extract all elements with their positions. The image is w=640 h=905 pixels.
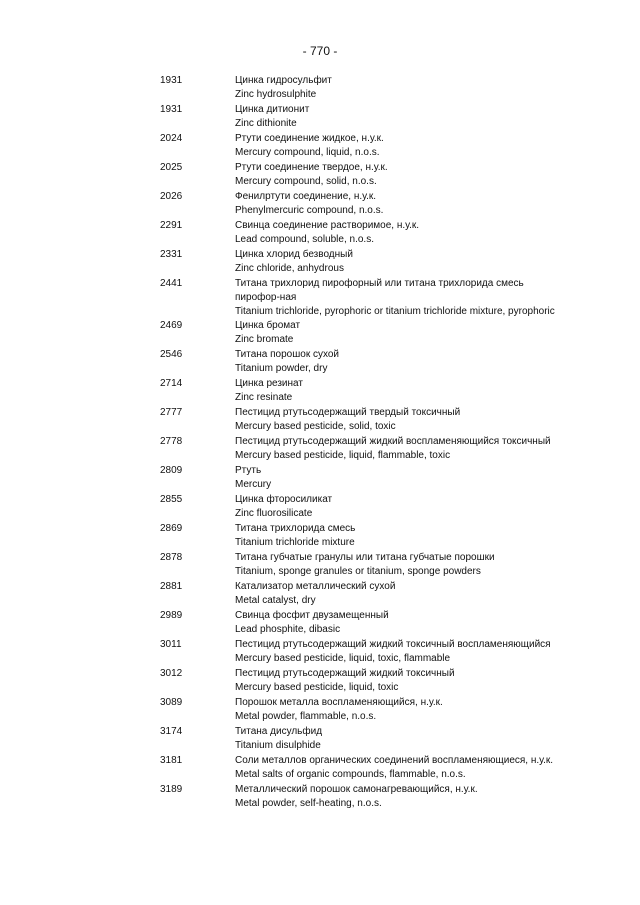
entry bbox=[0, 74, 640, 103]
un-number: 2777 bbox=[160, 407, 183, 418]
russian-name: Пестицид ртутьсодержащий жидкий воспламеняющийся токсичный bbox=[235, 436, 551, 447]
entry bbox=[0, 725, 640, 754]
un-number: 3089 bbox=[160, 697, 183, 708]
entry bbox=[0, 377, 640, 406]
russian-name: Титана губчатые гранулы или титана губчатые порошки bbox=[235, 552, 495, 563]
entry bbox=[0, 493, 640, 522]
english-name: Metal salts of organic compounds, flammable, n.o.s. bbox=[235, 769, 466, 780]
un-number: 2469 bbox=[160, 320, 183, 331]
entry-names bbox=[235, 464, 565, 492]
russian-name: Цинка гидросульфит bbox=[235, 75, 332, 86]
entry-names bbox=[235, 190, 565, 218]
russian-name: Ртуть bbox=[235, 465, 262, 476]
russian-name: Ртути соединение твердое, н.у.к. bbox=[235, 162, 388, 173]
un-number: 1931 bbox=[160, 75, 183, 86]
english-name: Titanium trichloride, pyrophoric or titanium trichloride mixture, pyrophoric bbox=[235, 306, 555, 317]
entry bbox=[0, 609, 640, 638]
entry-names bbox=[235, 377, 565, 405]
english-name: Lead phosphite, dibasic bbox=[235, 624, 341, 635]
russian-name: Пестицид ртутьсодержащий жидкий токсичный bbox=[235, 668, 455, 679]
entry-names bbox=[235, 696, 565, 724]
english-name: Mercury compound, solid, n.o.s. bbox=[235, 176, 377, 187]
entry bbox=[0, 348, 640, 377]
english-name: Metal powder, self-heating, n.o.s. bbox=[235, 798, 382, 809]
un-number: 2881 bbox=[160, 581, 183, 592]
entry-names bbox=[235, 248, 565, 276]
russian-name: Цинка резинат bbox=[235, 378, 303, 389]
english-name: Zinc chloride, anhydrous bbox=[235, 263, 344, 274]
russian-name: Титана трихлорид пирофорный или титана трихлорида смесь пирофор-ная bbox=[235, 278, 524, 303]
english-name: Metal powder, flammable, n.o.s. bbox=[235, 711, 377, 722]
russian-name: Цинка бромат bbox=[235, 320, 301, 331]
entry-names bbox=[235, 435, 565, 463]
english-name: Mercury based pesticide, liquid, toxic, flammable bbox=[235, 653, 451, 664]
entry-names bbox=[235, 277, 565, 319]
entry bbox=[0, 696, 640, 725]
english-name: Titanium trichloride mixture bbox=[235, 537, 355, 548]
entry bbox=[0, 319, 640, 348]
un-number: 2026 bbox=[160, 191, 183, 202]
un-number: 2025 bbox=[160, 162, 183, 173]
entry-names bbox=[235, 74, 565, 102]
un-number: 2546 bbox=[160, 349, 183, 360]
entry-names bbox=[235, 783, 565, 811]
russian-name: Цинка хлорид безводный bbox=[235, 249, 353, 260]
russian-name: Пестицид ртутьсодержащий жидкий токсичный воспламеняющийся bbox=[235, 639, 551, 650]
un-number: 2441 bbox=[160, 278, 183, 289]
entry-names bbox=[235, 754, 565, 782]
english-name: Mercury based pesticide, liquid, toxic bbox=[235, 682, 399, 693]
russian-name: Катализатор металлический сухой bbox=[235, 581, 396, 592]
un-number: 2714 bbox=[160, 378, 183, 389]
english-name: Titanium, sponge granules or titanium, sponge powders bbox=[235, 566, 481, 577]
english-name: Titanium disulphide bbox=[235, 740, 321, 751]
entry bbox=[0, 103, 640, 132]
english-name: Zinc bromate bbox=[235, 334, 294, 345]
english-name: Mercury based pesticide, liquid, flammable, toxic bbox=[235, 450, 451, 461]
entry-names bbox=[235, 493, 565, 521]
russian-name: Цинка дитионит bbox=[235, 104, 310, 115]
entry-names bbox=[235, 638, 565, 666]
entry-names bbox=[235, 522, 565, 550]
un-number: 2869 bbox=[160, 523, 183, 534]
un-number: 3189 bbox=[160, 784, 183, 795]
entry bbox=[0, 190, 640, 219]
entry-names bbox=[235, 580, 565, 608]
entry bbox=[0, 219, 640, 248]
un-number: 3174 bbox=[160, 726, 183, 737]
entry bbox=[0, 132, 640, 161]
un-number: 1931 bbox=[160, 104, 183, 115]
un-number: 3181 bbox=[160, 755, 183, 766]
entry bbox=[0, 580, 640, 609]
russian-name: Титана порошок сухой bbox=[235, 349, 340, 360]
russian-name: Пестицид ртутьсодержащий твердый токсичный bbox=[235, 407, 461, 418]
entry bbox=[0, 161, 640, 190]
english-name: Mercury bbox=[235, 479, 272, 490]
entry bbox=[0, 435, 640, 464]
entry bbox=[0, 464, 640, 493]
entry-names bbox=[235, 406, 565, 434]
english-name: Mercury compound, liquid, n.o.s. bbox=[235, 147, 380, 158]
un-number: 2989 bbox=[160, 610, 183, 621]
english-name: Titanium powder, dry bbox=[235, 363, 328, 374]
entry bbox=[0, 277, 640, 319]
un-number: 2878 bbox=[160, 552, 183, 563]
entry bbox=[0, 248, 640, 277]
un-number: 2331 bbox=[160, 249, 183, 260]
english-name: Phenylmercuric compound, n.o.s. bbox=[235, 205, 384, 216]
entry-names bbox=[235, 348, 565, 376]
entry bbox=[0, 783, 640, 812]
un-number: 2855 bbox=[160, 494, 183, 505]
russian-name: Титана дисульфид bbox=[235, 726, 323, 737]
entry bbox=[0, 522, 640, 551]
english-name: Zinc fluorosilicate bbox=[235, 508, 313, 519]
english-name: Zinc hydrosulphite bbox=[235, 89, 317, 100]
entry-names bbox=[235, 103, 565, 131]
entry-names bbox=[235, 725, 565, 753]
entry bbox=[0, 754, 640, 783]
un-number: 3011 bbox=[160, 639, 182, 650]
english-name: Zinc dithionite bbox=[235, 118, 297, 129]
un-number: 2024 bbox=[160, 133, 183, 144]
page-number: - 770 - bbox=[302, 44, 338, 58]
russian-name: Свинца соединение растворимое, н.у.к. bbox=[235, 220, 420, 231]
russian-name: Ртути соединение жидкое, н.у.к. bbox=[235, 133, 384, 144]
entry-names bbox=[235, 609, 565, 637]
entry-names bbox=[235, 161, 565, 189]
entry-names bbox=[235, 551, 565, 579]
english-name: Metal catalyst, dry bbox=[235, 595, 316, 606]
entry bbox=[0, 667, 640, 696]
un-number: 3012 bbox=[160, 668, 183, 679]
russian-name: Титана трихлорида смесь bbox=[235, 523, 356, 534]
entry-names bbox=[235, 667, 565, 695]
russian-name: Металлический порошок самонагревающийся, н.у.к. bbox=[235, 784, 478, 795]
un-number: 2809 bbox=[160, 465, 183, 476]
english-name: Zinc resinate bbox=[235, 392, 293, 403]
un-number: 2291 bbox=[160, 220, 183, 231]
russian-name: Порошок металла воспламеняющийся, н.у.к. bbox=[235, 697, 443, 708]
entry bbox=[0, 551, 640, 580]
russian-name: Соли металлов органических соединений воспламеняющиеся, н.у.к. bbox=[235, 755, 554, 766]
entry bbox=[0, 406, 640, 435]
entry-names bbox=[235, 219, 565, 247]
russian-name: Цинка фторосиликат bbox=[235, 494, 333, 505]
un-number: 2778 bbox=[160, 436, 183, 447]
entry-list bbox=[0, 74, 640, 812]
english-name: Mercury based pesticide, solid, toxic bbox=[235, 421, 396, 432]
russian-name: Фенилртути соединение, н.у.к. bbox=[235, 191, 377, 202]
russian-name: Свинца фосфит двузамещенный bbox=[235, 610, 389, 621]
entry bbox=[0, 638, 640, 667]
entry-names bbox=[235, 132, 565, 160]
english-name: Lead compound, soluble, n.o.s. bbox=[235, 234, 374, 245]
entry-names bbox=[235, 319, 565, 347]
